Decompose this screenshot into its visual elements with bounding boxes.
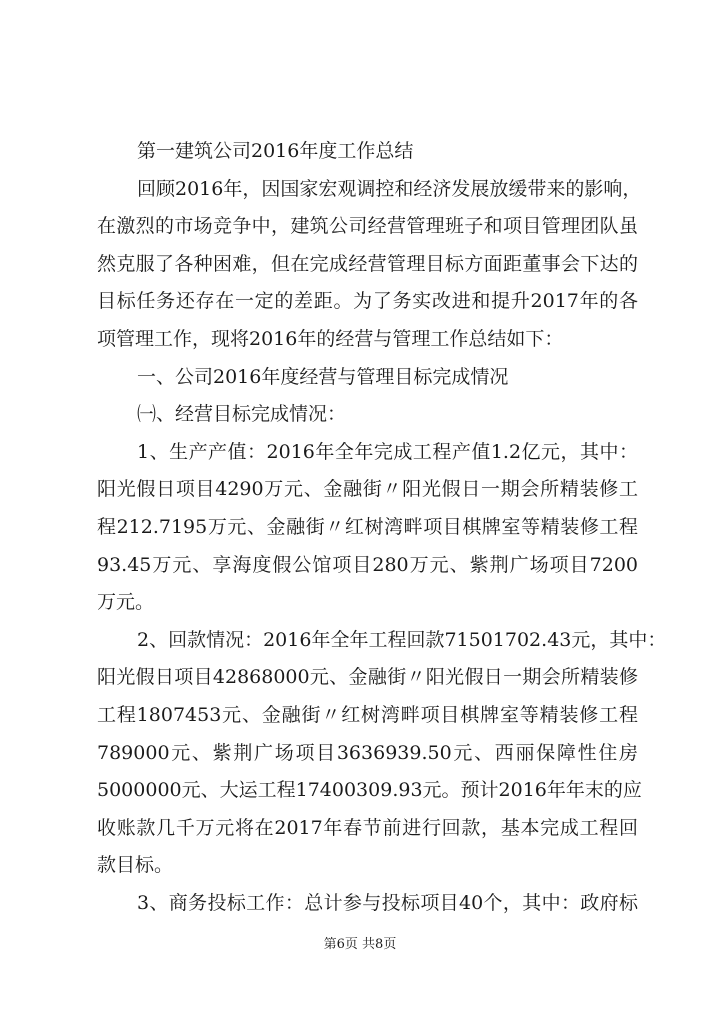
text-line: ㈠、经营目标完成情况： (137, 403, 347, 426)
text-line: 阳光假日项目4290万元、金融街〃阳光假日一期会所精装修工 (97, 478, 638, 501)
text-line: 2、回款情况：2016年全年工程回款71501702.43元，其中： (137, 628, 667, 651)
text-line: 然克服了各种困难，但在完成经营管理目标方面距董事会下达的 (97, 252, 638, 275)
text-line: 万元。 (97, 591, 155, 614)
text-line: 目标任务还存在一定的差距。为了务实改进和提升2017年的各 (97, 290, 638, 313)
text-line: 3、商务投标工作：总计参与投标项目40个，其中：政府标 (137, 892, 638, 914)
text-line: 5000000元、大运工程17400309.93元。预计2016年年末的应 (97, 779, 642, 802)
text-line: 在激烈的市场竞争中，建筑公司经营管理班子和项目管理团队虽 (97, 215, 638, 238)
text-line: 一、公司2016年度经营与管理目标完成情况 (137, 365, 509, 388)
text-line: 款目标。 (97, 854, 174, 877)
text-line: 程212.7195万元、金融街〃红树湾畔项目棋牌室等精装修工程 (97, 516, 638, 538)
text-line: 收账款几千万元将在2017年春节前进行回款，基本完成工程回 (97, 816, 638, 839)
text-line: 回顾2016年，因国家宏观调控和经济发展放缓带来的影响， (137, 177, 642, 200)
text-line: 789000元、紫荆广场项目3636939.50元、西丽保障性住房 (97, 741, 638, 764)
text-line: 阳光假日项目42868000元、金融街〃阳光假日一期会所精装修 (97, 666, 638, 689)
document-title: 第一建筑公司2016年度工作总结 (137, 140, 414, 162)
text-line: 项管理工作，现将2016年的经营与管理工作总结如下： (97, 328, 564, 350)
page-footer: 第6页 共8页 (323, 937, 397, 952)
text-line: 93.45万元、享海度假公馆项目280万元、紫荆广场项目7200 (97, 553, 638, 576)
text-line: 1、生产产值：2016年全年完成工程产值1.2亿元，其中： (137, 440, 638, 463)
text-line: 工程1807453元、金融街〃红树湾畔项目棋牌室等精装修工程 (97, 704, 638, 726)
